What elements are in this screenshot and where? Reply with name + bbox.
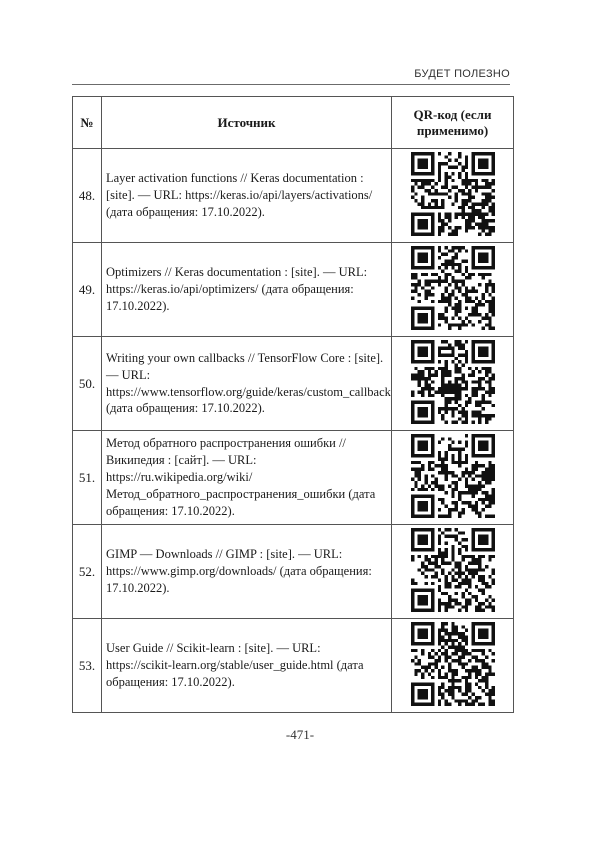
qr-cell [392,525,514,619]
row-source: Layer activation functions // Keras documentation : [site]. — URL: https://keras.io/api/layers/activations/ (дата обращения: 17.10.2022). [102,149,392,243]
qr-code-icon[interactable] [411,434,495,518]
table-row [73,243,514,337]
row-source: User Guide // Scikit-learn : [site]. — URL: https://scikit-learn.org/stable/user_guide.html (дата обращения: 17.10.2022). [102,619,392,713]
qr-code-icon[interactable] [411,246,495,330]
table-row [73,431,514,525]
qr-cell [392,619,514,713]
qr-cell [392,431,514,525]
row-number: 49. [73,243,102,337]
row-source: Writing your own callbacks // TensorFlow Core : [site]. — URL: https://www.tensorflow.org/guide/keras/custom_callback (дата обращения: 17.10.2022). [102,337,392,431]
row-source: GIMP — Downloads // GIMP : [site]. — URL: https://www.gimp.org/downloads/ (дата обращения: 17.10.2022). [102,525,392,619]
row-number: 53. [73,619,102,713]
table-row [73,149,514,243]
header-number: № [73,97,102,149]
qr-code-icon[interactable] [411,152,495,236]
header-qr: QR-код (если применимо) [392,97,514,149]
table-row [73,337,514,431]
running-head: БУДЕТ ПОЛЕЗНО [414,68,510,80]
references-table [72,96,514,713]
row-number: 50. [73,337,102,431]
qr-cell [392,243,514,337]
qr-cell [392,337,514,431]
qr-code-icon[interactable] [411,340,495,424]
table-header-row [73,97,514,149]
table-row [73,619,514,713]
row-number: 52. [73,525,102,619]
header-divider [72,84,510,85]
header-source: Источник [102,97,392,149]
row-number: 51. [73,431,102,525]
row-source: Метод обратного распространения ошибки // Википедия : [сайт]. — URL: https://ru.wikipedia.org/wiki/Метод_обратного_распространения_ошибки (дата обращения: 17.10.2022). [102,431,392,525]
qr-cell [392,149,514,243]
row-number: 48. [73,149,102,243]
table-row [73,525,514,619]
qr-code-icon[interactable] [411,622,495,706]
qr-code-icon[interactable] [411,528,495,612]
page-number: -471- [285,727,315,742]
row-source: Optimizers // Keras documentation : [site]. — URL: https://keras.io/api/optimizers/ (дата обращения: 17.10.2022). [102,243,392,337]
